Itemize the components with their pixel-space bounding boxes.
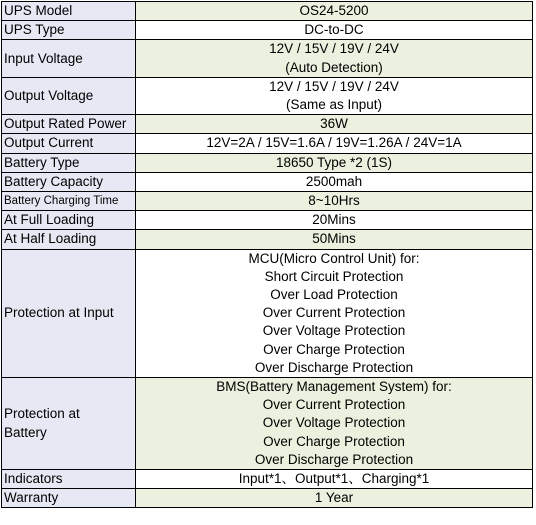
row-label-battery-type: Battery Type xyxy=(2,153,136,172)
value-line: 12V / 15V / 19V / 24V xyxy=(269,41,399,57)
value-line: Over Current Protection xyxy=(262,305,406,321)
table-row xyxy=(2,40,533,77)
value-line: Over Charge Protection xyxy=(263,433,405,449)
row-label-at-half-loading: At Half Loading xyxy=(2,230,136,249)
value-line: Over Charge Protection xyxy=(263,341,405,357)
row-value-battery-type: 18650 Type *2 (1S) xyxy=(136,153,533,172)
value-line: Over Voltage Protection xyxy=(262,323,406,339)
row-label-battery-charging-time: Battery Charging Time xyxy=(2,192,136,211)
row-label-ups-type: UPS Type xyxy=(2,21,136,40)
value-line: (Auto Detection) xyxy=(285,59,383,75)
label-line: Protection at xyxy=(4,406,80,422)
table-row xyxy=(2,134,533,153)
value-line: Over Discharge Protection xyxy=(254,359,414,375)
row-label-output-current: Output Current xyxy=(2,134,136,153)
table-row xyxy=(2,470,533,489)
value-line: Over Voltage Protection xyxy=(262,415,406,431)
table-row xyxy=(2,230,533,249)
row-value-output-current: 12V=2A / 15V=1.6A / 19V=1.26A / 24V=1A xyxy=(136,134,533,153)
table-row xyxy=(2,172,533,191)
spec-table xyxy=(1,1,533,508)
row-value-at-half-loading: 50Mins xyxy=(136,230,533,249)
table-row xyxy=(2,153,533,172)
table-row xyxy=(2,115,533,134)
row-value-battery-charging-time: 8~10Hrs xyxy=(136,192,533,211)
row-label-input-voltage: Input Voltage xyxy=(2,40,136,77)
row-label-protection-at-input: Protection at Input xyxy=(2,249,136,377)
row-value-indicators: Input*1、Output*1、Charging*1 xyxy=(136,470,533,489)
row-label-battery-capacity: Battery Capacity xyxy=(2,172,136,191)
row-label-warranty: Warranty xyxy=(2,489,136,508)
table-row xyxy=(2,211,533,230)
table-row xyxy=(2,378,533,470)
table-row xyxy=(2,2,533,21)
row-value-at-full-loading: 20Mins xyxy=(136,211,533,230)
row-value-ups-type: DC-to-DC xyxy=(136,21,533,40)
value-line: 12V / 15V / 19V / 24V xyxy=(269,78,399,94)
row-label-protection-at-battery xyxy=(2,378,136,470)
label-line: Battery xyxy=(4,424,47,440)
row-value-ups-model: OS24-5200 xyxy=(136,2,533,21)
row-value-battery-capacity: 2500mah xyxy=(136,172,533,191)
value-line: Over Load Protection xyxy=(270,287,398,303)
value-line: (Same as Input) xyxy=(285,97,383,113)
table-row xyxy=(2,489,533,508)
table-row xyxy=(2,249,533,377)
row-value-output-voltage xyxy=(136,77,533,114)
value-line: Over Discharge Protection xyxy=(254,451,414,467)
value-line: MCU(Micro Control Unit) for: xyxy=(248,250,420,266)
value-line: Short Circuit Protection xyxy=(264,268,404,284)
table-row xyxy=(2,77,533,114)
table-row xyxy=(2,192,533,211)
row-label-output-rated-power: Output Rated Power xyxy=(2,115,136,134)
table-row xyxy=(2,21,533,40)
row-value-warranty: 1 Year xyxy=(136,489,533,508)
value-line: Over Current Protection xyxy=(262,397,406,413)
row-label-at-full-loading: At Full Loading xyxy=(2,211,136,230)
row-label-indicators: Indicators xyxy=(2,470,136,489)
row-label-output-voltage: Output Voltage xyxy=(2,77,136,114)
row-value-protection-at-battery xyxy=(136,378,533,470)
row-value-protection-at-input xyxy=(136,249,533,377)
row-label-ups-model: UPS Model xyxy=(2,2,136,21)
row-value-input-voltage xyxy=(136,40,533,77)
row-value-output-rated-power: 36W xyxy=(136,115,533,134)
value-line: BMS(Battery Management System) for: xyxy=(216,379,452,395)
